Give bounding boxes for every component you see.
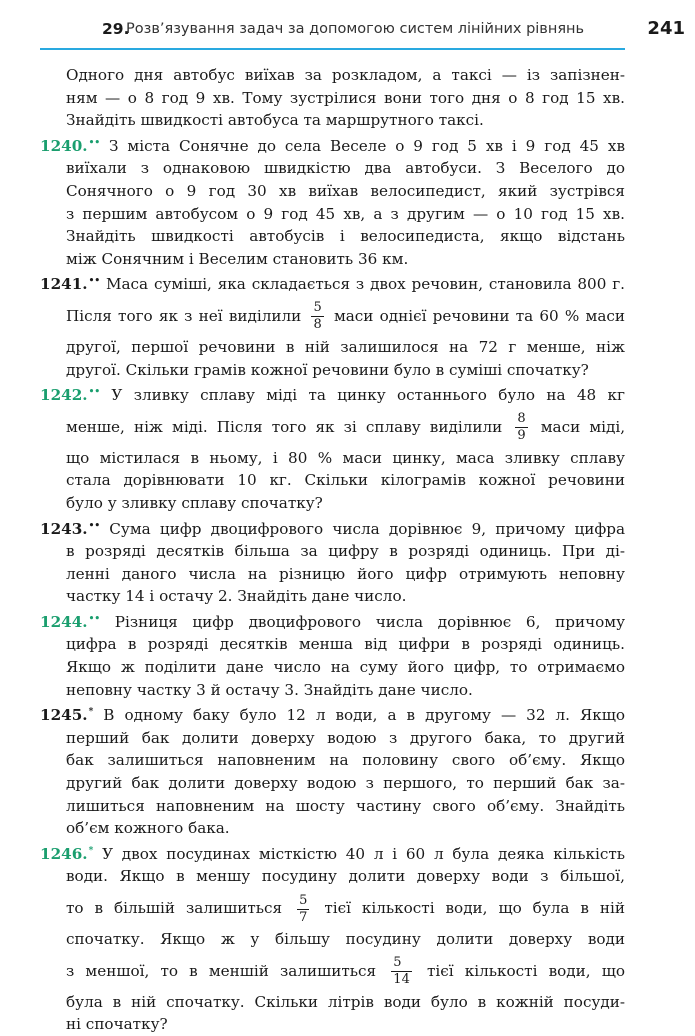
text-line: З міста Сонячне до села Веселе о 9 год 5 хв і 9 год 45 хв <box>109 136 626 155</box>
text-fragment: маси міді, <box>540 417 626 436</box>
text-fragment: маси однієї речовини та 60 % маси <box>333 306 626 325</box>
chapter-title: Розв’язування задач за допомогою систем лінійних рівнянь <box>126 21 585 37</box>
text-line: лишиться наповненим на шосту частину свого об’єму. Знайдіть <box>66 796 625 815</box>
text-line: В одному баку було 12 л води, а в другому — 32 л. Якщо <box>103 706 626 725</box>
problem-number: 1246. <box>40 844 88 863</box>
text-line: неповну частку 3 й остачу 3. Знайдіть дане число. <box>66 680 473 699</box>
page-content <box>40 64 625 1036</box>
text-line: цифра в розряді десятків менша від цифри в розряді одиниць. <box>66 635 625 654</box>
text-line: перший бак долити доверху водою з другого бака, то другий <box>66 728 625 747</box>
text-line: другої. Скільки грамів кожної речовини було в суміші спочатку? <box>66 360 589 379</box>
text-fragment: тієї кількості води, що була в ній <box>324 899 626 917</box>
text-line: виїхали з однаковою швидкістю два автобуси. З Веселого до <box>66 159 625 178</box>
text-line: в розряді десятків більша за цифру в розряді одиниць. При ді- <box>66 542 625 561</box>
problem-1243 <box>40 515 625 608</box>
difficulty-marker: * <box>88 845 94 856</box>
text-line: спочатку. Якщо ж у більшу посудину долити доверху води <box>66 930 625 948</box>
fraction <box>297 893 309 926</box>
text-line: У двох посудинах місткістю 40 л і 60 л була деяка кількість <box>102 844 625 863</box>
problem-1242 <box>40 381 625 514</box>
fraction <box>311 300 323 333</box>
text-line: У зливку сплаву міді та цинку останнього було на 48 кг <box>111 386 626 405</box>
problem-intro <box>40 64 625 132</box>
text-line: між Сонячним і Веселим становить 36 км. <box>66 249 409 268</box>
text-line: бак залишиться наповненим на половину свого об’єму. Якщо <box>66 751 625 770</box>
text-fragment: Після того як з неї виділили <box>66 306 302 325</box>
difficulty-marker: •• <box>88 613 101 624</box>
problem-1244 <box>40 608 625 701</box>
page-number: 241 <box>647 18 685 39</box>
text-line: об’єм кожного бака. <box>66 819 230 838</box>
text-fragment: з меншої, то в меншій залишиться <box>66 961 377 980</box>
problem-1246 <box>40 840 625 1036</box>
text-line: другий бак долити доверху водою з першого, то перший бак за- <box>66 774 625 793</box>
text-line: ням — о 8 год 9 хв. Тому зустрілися вони того дня о 8 год 15 хв. <box>66 88 625 107</box>
text-line: стала дорівнювати 10 кг. Скільки кілограмів кожної речовини <box>66 471 625 490</box>
fraction-numerator: 8 <box>517 411 526 427</box>
text-line: з першим автобусом о 9 год 45 хв, а з другим — о 10 год 15 хв. <box>66 204 625 223</box>
text-line: води. Якщо в меншу посудину долити доверху води з більшої, <box>66 867 625 886</box>
chapter-number: 29. <box>102 20 130 38</box>
problem-number: 1240. <box>40 136 88 155</box>
fraction-denominator: 14 <box>393 972 410 988</box>
difficulty-marker: •• <box>88 276 101 287</box>
problem-number: 1241. <box>40 275 88 294</box>
fraction-denominator: 8 <box>313 317 322 333</box>
difficulty-marker: •• <box>88 520 101 531</box>
text-line: Знайдіть швидкості автобуса та маршрутного таксі. <box>66 111 484 130</box>
text-line: Сума цифр двоцифрового числа дорівнює 9, причому цифра <box>109 519 625 538</box>
problem-number: 1242. <box>40 386 88 405</box>
problem-1240 <box>40 132 625 271</box>
page-header <box>40 14 685 50</box>
fraction-numerator: 5 <box>313 300 322 316</box>
text-line: Маса суміші, яка складається з двох речовин, становила 800 г. <box>105 275 625 294</box>
fraction <box>515 411 527 444</box>
text-line: що містилася в ньому, і 80 % маси цинку, маса зливку сплаву <box>66 448 625 467</box>
text-line: Одного дня автобус виїхав за розкладом, а таксі — із запізнен- <box>66 66 625 84</box>
problem-number: 1245. <box>40 706 88 725</box>
text-line: Знайдіть швидкості автобусів і велосипедиста, якщо відстань <box>66 227 625 246</box>
difficulty-marker: * <box>88 707 94 718</box>
text-line: Сонячного о 9 год 30 хв виїхав велосипедист, який зустрівся <box>66 181 625 200</box>
difficulty-marker: •• <box>88 387 101 398</box>
problem-number: 1244. <box>40 612 88 631</box>
text-line: Якщо ж поділити дане число на суму його цифр, то отримаємо <box>66 658 625 677</box>
problem-number: 1243. <box>40 519 88 538</box>
fraction-denominator: 7 <box>299 909 308 925</box>
fraction-numerator: 5 <box>391 955 412 972</box>
fraction <box>391 955 412 988</box>
text-line: було у зливку сплаву спочатку? <box>66 493 323 512</box>
text-line: частку 14 і остачу 2. Знайдіть дане число. <box>66 587 407 606</box>
fraction-numerator: 5 <box>299 892 308 908</box>
text-line: ленні даного числа на різницю його цифр отримують неповну <box>66 564 625 583</box>
text-line: другої, першої речовини в ній залишилося на 72 г менше, ніж <box>66 337 625 356</box>
difficulty-marker: •• <box>88 137 101 148</box>
text-line: ні спочатку? <box>66 1015 168 1034</box>
fraction-denominator: 9 <box>517 428 526 444</box>
problem-1245 <box>40 701 625 840</box>
text-fragment: то в більшій залишиться <box>66 899 283 917</box>
problem-1241 <box>40 270 625 381</box>
text-fragment: тієї кількості води, що <box>427 961 625 980</box>
text-fragment: менше, ніж міді. Після того як зі сплаву виділили <box>66 417 503 436</box>
text-line: була в ній спочатку. Скільки літрів води було в кожній посуди- <box>66 992 625 1011</box>
text-line: Різниця цифр двоцифрового числа дорівнює 6, причому <box>114 612 626 631</box>
